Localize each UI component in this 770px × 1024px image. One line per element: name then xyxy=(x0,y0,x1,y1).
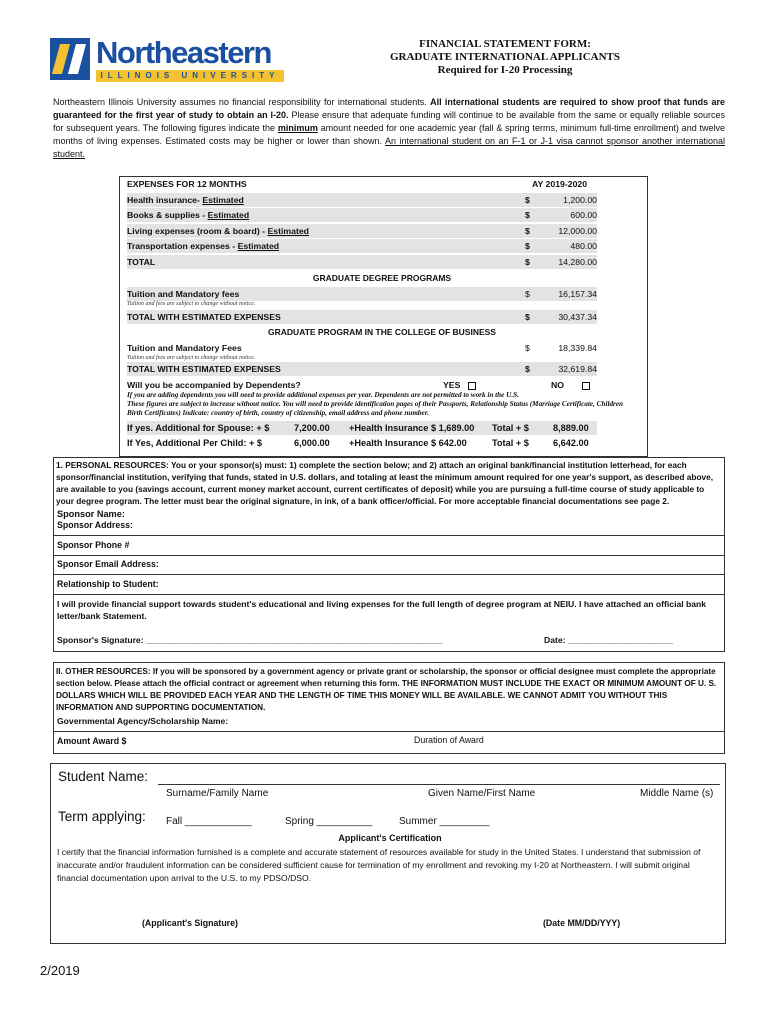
tuition-note: Tuition and fees are subject to change without notice. xyxy=(127,355,256,361)
form-title-line2: GRADUATE INTERNATIONAL APPLICANTS xyxy=(389,51,621,63)
total-row xyxy=(127,362,597,376)
expense-estimated: Estimated xyxy=(207,210,250,220)
intro-text-bold: All international students are required to show proof that funds are guaranteed for the first year of study to obtain an I-20. xyxy=(53,97,725,120)
expenses-header-row xyxy=(127,177,597,191)
logo-wordmark: Northeastern xyxy=(96,35,271,70)
agency-field[interactable]: Governmental Agency/Scholarship Name: xyxy=(53,713,725,732)
student-name-label: Student Name: xyxy=(58,769,149,784)
dependents-row xyxy=(127,378,597,392)
business-program-title: GRADUATE PROGRAM IN THE COLLEGE OF BUSINESS xyxy=(268,327,496,337)
child-total: 6,642.00 xyxy=(553,438,589,448)
dependents-note xyxy=(127,391,637,418)
form-revision-date: 2/2019 xyxy=(40,963,80,978)
spouse-row xyxy=(127,421,597,435)
tuition-row xyxy=(127,287,597,301)
expense-value: 1,200.00 xyxy=(563,195,597,205)
expense-value: 600.00 xyxy=(570,210,597,220)
dollar-sign: $ xyxy=(525,257,530,267)
expense-value: 12,000.00 xyxy=(558,226,597,236)
dollar-sign: $ xyxy=(525,343,530,353)
other-resources-text: II. OTHER RESOURCES: If you will be sponsored by a government agency or private grant or scholarship, the sponsor or official designee must complete the appropriate section below. Please attach the official contract or agreement when returning this form. THE INFORMATION MUST INCLUDE THE EXACT OR MINIMUM AMOUNT OF U. S. DOLLARS WHICH WILL BE PROVIDED EACH YEAR AND THE LENGTH OF TIME THIS MONEY WILL BE AVAILABLE. WE CANNOT ADMIT YOU WITHOUT THIS INFORMATION AND SUPPORTING DOCUMENTATION. xyxy=(56,667,717,712)
relationship-field[interactable]: Relationship to Student: xyxy=(53,576,725,595)
sponsor-signature-line[interactable]: Sponsor's Signature: ______________________________________________________________ xyxy=(57,635,443,645)
expense-total-row xyxy=(127,255,597,269)
child-insurance: +Health Insurance $ 642.00 xyxy=(349,438,467,448)
no-option xyxy=(551,378,590,392)
expense-label: TOTAL xyxy=(127,257,156,267)
tuition-value: 18,339.84 xyxy=(558,343,597,353)
expense-row xyxy=(127,224,597,238)
dependents-note-2: These figures are subject to increase without notice. You will need to provide identification pages of their Passports, Relationship Status (Marriage Certificate, Children Birth Certificates) Indicate: country of birth, country of citizenship, email address and phone number. xyxy=(127,400,624,417)
intro-visa-note: An international student on an F-1 or J-1 visa cannot sponsor another international student. xyxy=(53,136,725,159)
spouse-insurance: +Health Insurance $ 1,689.00 xyxy=(349,423,475,433)
certification-text: I certify that the financial information furnished is a complete and accurate statement of resources available for study in the United States. I understand that submission of inaccurate and/or fraudulent information can be considered sufficient cause for termination of my enrollment and revoking my I-20 at Northeastern. I will submit original financial documentation upon arrival to the U.S. to my PDSO/DSO. xyxy=(57,847,701,883)
expense-row xyxy=(127,193,597,207)
expense-value: 14,280.00 xyxy=(558,257,597,267)
no-checkbox[interactable] xyxy=(582,382,590,390)
dollar-sign: $ xyxy=(525,312,530,322)
child-total-label: Total + $ xyxy=(492,438,529,448)
dollar-sign: $ xyxy=(525,241,530,251)
expense-estimated: Estimated xyxy=(237,241,280,251)
total-row xyxy=(127,310,597,324)
child-row xyxy=(127,436,597,450)
form-title-line3: Required for I-20 Processing xyxy=(437,64,573,76)
tuition-note: Tuition and fees are subject to change without notice. xyxy=(127,301,256,307)
dollar-sign: $ xyxy=(525,210,530,220)
form-title xyxy=(380,38,630,77)
graduate-programs-title: GRADUATE DEGREE PROGRAMS xyxy=(312,273,452,283)
spouse-label: If yes. Additional for Spouse: + $ xyxy=(127,423,270,433)
tuition-row xyxy=(127,341,597,355)
neiu-logo-icon xyxy=(50,38,90,80)
neiu-logo xyxy=(50,36,284,82)
student-name-line[interactable] xyxy=(158,784,720,785)
expenses-header: EXPENSES FOR 12 MONTHS xyxy=(127,179,247,189)
expense-estimated: Estimated xyxy=(202,195,244,205)
tuition-value: 16,157.34 xyxy=(558,289,597,299)
tuition-label: Tuition and Mandatory fees xyxy=(127,289,240,299)
child-label: If Yes, Additional Per Child: + $ xyxy=(127,438,263,448)
dependents-note-1: If you are adding dependents you will need to provide additional expenses per year. Dependents are not permitted to work in the U.S. xyxy=(127,391,519,399)
personal-resources-text: 1. PERSONAL RESOURCES: You or your sponsor(s) must: 1) complete the section below; and 2) attach an original bank/financial institution letterhead, for each sponsor/financial institution, verifying that funds, stated in U.S. dollars, and totaling at least the minimum amount required for one year's support, as described above, are available to you (savings account, current money market account, current certificates of deposit) while you are pursuing a full-time course of study applicable to your degree program. The letter must bear the original signature, in ink, of a bank officer/official. For more acceptable financial documentations see page 2. xyxy=(56,460,714,506)
expense-label: Living expenses (room & board) - xyxy=(127,226,268,236)
middle-name-caption: Middle Name (s) xyxy=(640,788,714,799)
expense-estimated: Estimated xyxy=(267,226,309,236)
intro-text-3: amount needed for one academic year (fall & spring terms, minimum full-time enrollment) and twelve months of living expenses. Estimated costs may be higher or lower than shown. xyxy=(53,123,726,146)
term-fall[interactable]: Fall ____________ xyxy=(166,816,252,827)
spouse-total-label: Total + $ xyxy=(492,423,529,433)
amount-award-field[interactable]: Amount Award $ xyxy=(57,736,127,746)
total-value: 32,619.84 xyxy=(558,364,597,374)
total-label: TOTAL WITH ESTIMATED EXPENSES xyxy=(127,312,281,322)
yes-checkbox[interactable] xyxy=(468,382,476,390)
no-label: NO xyxy=(551,380,565,390)
surname-caption: Surname/Family Name xyxy=(166,788,269,799)
applicant-date-label[interactable]: (Date MM/DD/YYY) xyxy=(543,918,621,928)
applicant-signature-label[interactable]: (Applicant's Signature) xyxy=(142,918,238,928)
yes-label: YES xyxy=(443,380,461,390)
support-statement: I will provide financial support towards student's educational and living expenses for the full length of degree program at NEIU. I have attached an official bank letter/bank Statement. xyxy=(57,599,707,621)
dollar-sign: $ xyxy=(525,364,530,374)
sponsor-date-line[interactable]: Date: ______________________ xyxy=(544,635,674,645)
intro-minimum: minimum xyxy=(277,123,318,133)
sponsor-phone-field[interactable]: Sponsor Phone # xyxy=(53,537,725,556)
expense-label: Books & supplies - xyxy=(127,210,208,220)
given-name-caption: Given Name/First Name xyxy=(428,788,536,799)
expense-value: 480.00 xyxy=(570,241,597,251)
term-applying-label: Term applying: xyxy=(58,809,146,824)
intro-text-2: Please ensure that adequate funding will continue to be available from the same or equally reliable sources for subsequent years. The following figures indicate the xyxy=(53,110,725,133)
intro-text-1: Northeastern Illinois University assumes no financial responsibility for international students. xyxy=(53,97,431,107)
dollar-sign: $ xyxy=(525,226,530,236)
dollar-sign: $ xyxy=(525,195,530,205)
expense-row xyxy=(127,239,597,253)
total-value: 30,437.34 xyxy=(558,312,597,322)
expense-label: Health insurance- xyxy=(127,195,203,205)
sponsor-address-field[interactable]: Sponsor Address: xyxy=(53,517,725,536)
dependents-question: Will you be accompanied by Dependents? xyxy=(127,380,301,390)
expense-label: Transportation expenses - xyxy=(127,241,238,251)
dollar-sign: $ xyxy=(525,289,530,299)
sponsor-email-field[interactable]: Sponsor Email Address: xyxy=(53,556,725,575)
certification-title: Applicant's Certification xyxy=(338,833,442,843)
logo-subtitle: ILLINOIS UNIVERSITY xyxy=(96,70,284,82)
child-value: 6,000.00 xyxy=(294,438,330,448)
term-spring[interactable]: Spring __________ xyxy=(285,816,373,827)
term-summer[interactable]: Summer _________ xyxy=(399,816,490,827)
expense-row xyxy=(127,208,597,222)
spouse-value: 7,200.00 xyxy=(294,423,330,433)
form-title-line1: FINANCIAL STATEMENT FORM: xyxy=(419,38,591,50)
intro-paragraph xyxy=(53,96,725,161)
duration-award-field[interactable]: Duration of Award xyxy=(414,735,484,745)
spouse-total: 8,889.00 xyxy=(553,423,589,433)
total-label: TOTAL WITH ESTIMATED EXPENSES xyxy=(127,364,281,374)
sponsor-name-field[interactable]: Sponsor Name: xyxy=(57,509,125,519)
academic-year: AY 2019-2020 xyxy=(532,179,588,189)
yes-option xyxy=(443,378,476,392)
tuition-label: Tuition and Mandatory Fees xyxy=(127,343,242,353)
